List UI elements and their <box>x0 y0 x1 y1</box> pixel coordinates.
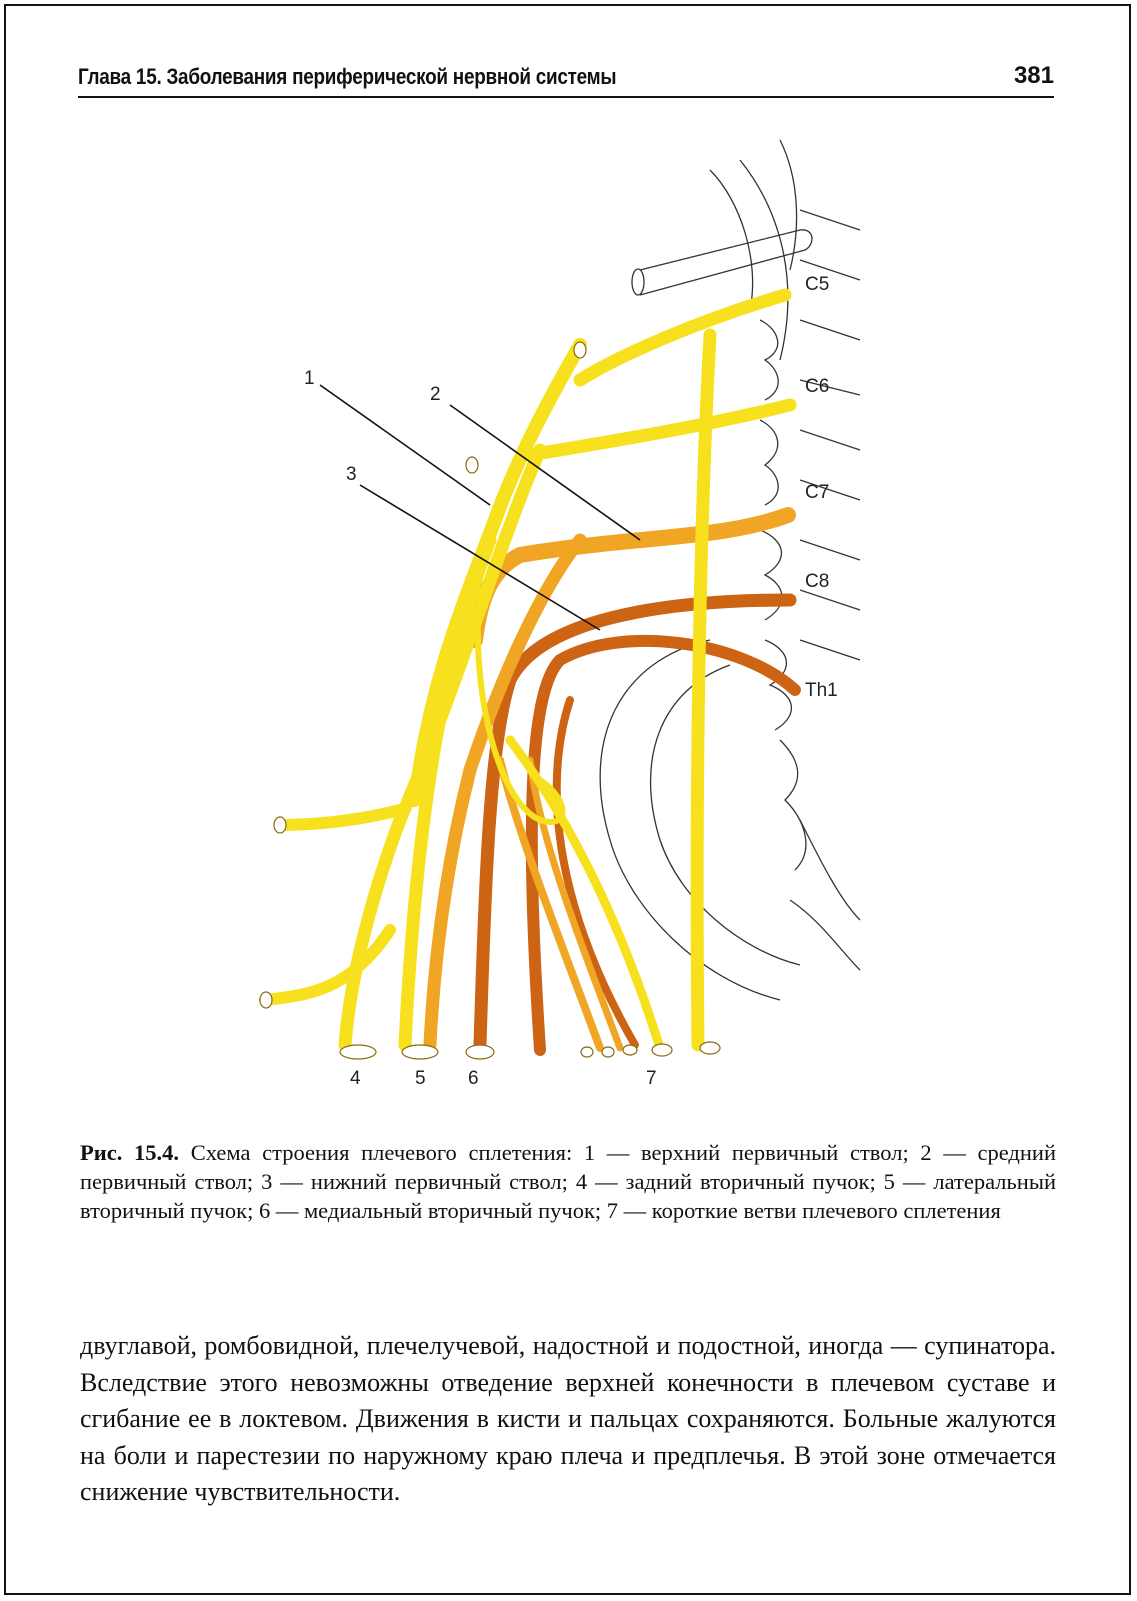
figure-caption <box>80 1138 1056 1225</box>
label-7-short-branches: 7 <box>646 1068 657 1089</box>
label-3-lower-trunk: 3 <box>346 464 357 485</box>
label-2-middle-trunk: 2 <box>430 384 441 405</box>
label-4-posterior-cord: 4 <box>350 1068 361 1089</box>
root-label-c5: C5 <box>805 274 830 295</box>
root-label-c7: C7 <box>805 482 830 503</box>
skeleton-outline <box>600 140 860 1000</box>
upper-trunk-nerves <box>265 295 790 1048</box>
bottom-labels <box>350 1068 657 1089</box>
label-1-upper-trunk: 1 <box>304 368 315 389</box>
root-label-th1: Th1 <box>805 680 838 701</box>
brachial-plexus-figure <box>240 120 900 1110</box>
root-label-c8: C8 <box>805 571 830 592</box>
page-number: 381 <box>1013 62 1054 89</box>
running-head <box>78 58 1054 98</box>
caption-text: Схема строения плечевого сплетения: 1 — верхний первичный ствол; 2 — средний первичный ствол; 3 — нижний первичный ствол; 4 — задний вторичный пучок; 5 — латеральный вторичный пучок; 6 — медиальный вторичный пучок; 7 — короткие ветви плечевого сплетения <box>80 1140 1057 1223</box>
chapter-title: Глава 15. Заболевания периферической нервной системы <box>78 64 617 89</box>
root-labels <box>805 274 838 701</box>
label-5-lateral-cord: 5 <box>415 1068 426 1089</box>
brachial-plexus-diagram <box>240 120 900 1110</box>
label-6-medial-cord: 6 <box>468 1068 479 1089</box>
nerve-bundles <box>265 295 795 1050</box>
root-label-c6: C6 <box>805 376 830 397</box>
caption-prefix: Рис. 15.4. <box>80 1140 180 1165</box>
body-paragraph: двуглавой, ромбовидной, плечелучевой, надостной и подостной, иногда — супинатора. Вследствие этого невозможны отведение верхней конечности в плечевом суставе и сгибание ее в локтевом. Движения в кисти и пальцах сохраняются. Больные жалуются на боли и парестезии по наружному краю плеча и предплечья. В этой зоне отмечается снижение чувствительности. <box>80 1331 1056 1506</box>
pointer-labels <box>304 368 441 485</box>
